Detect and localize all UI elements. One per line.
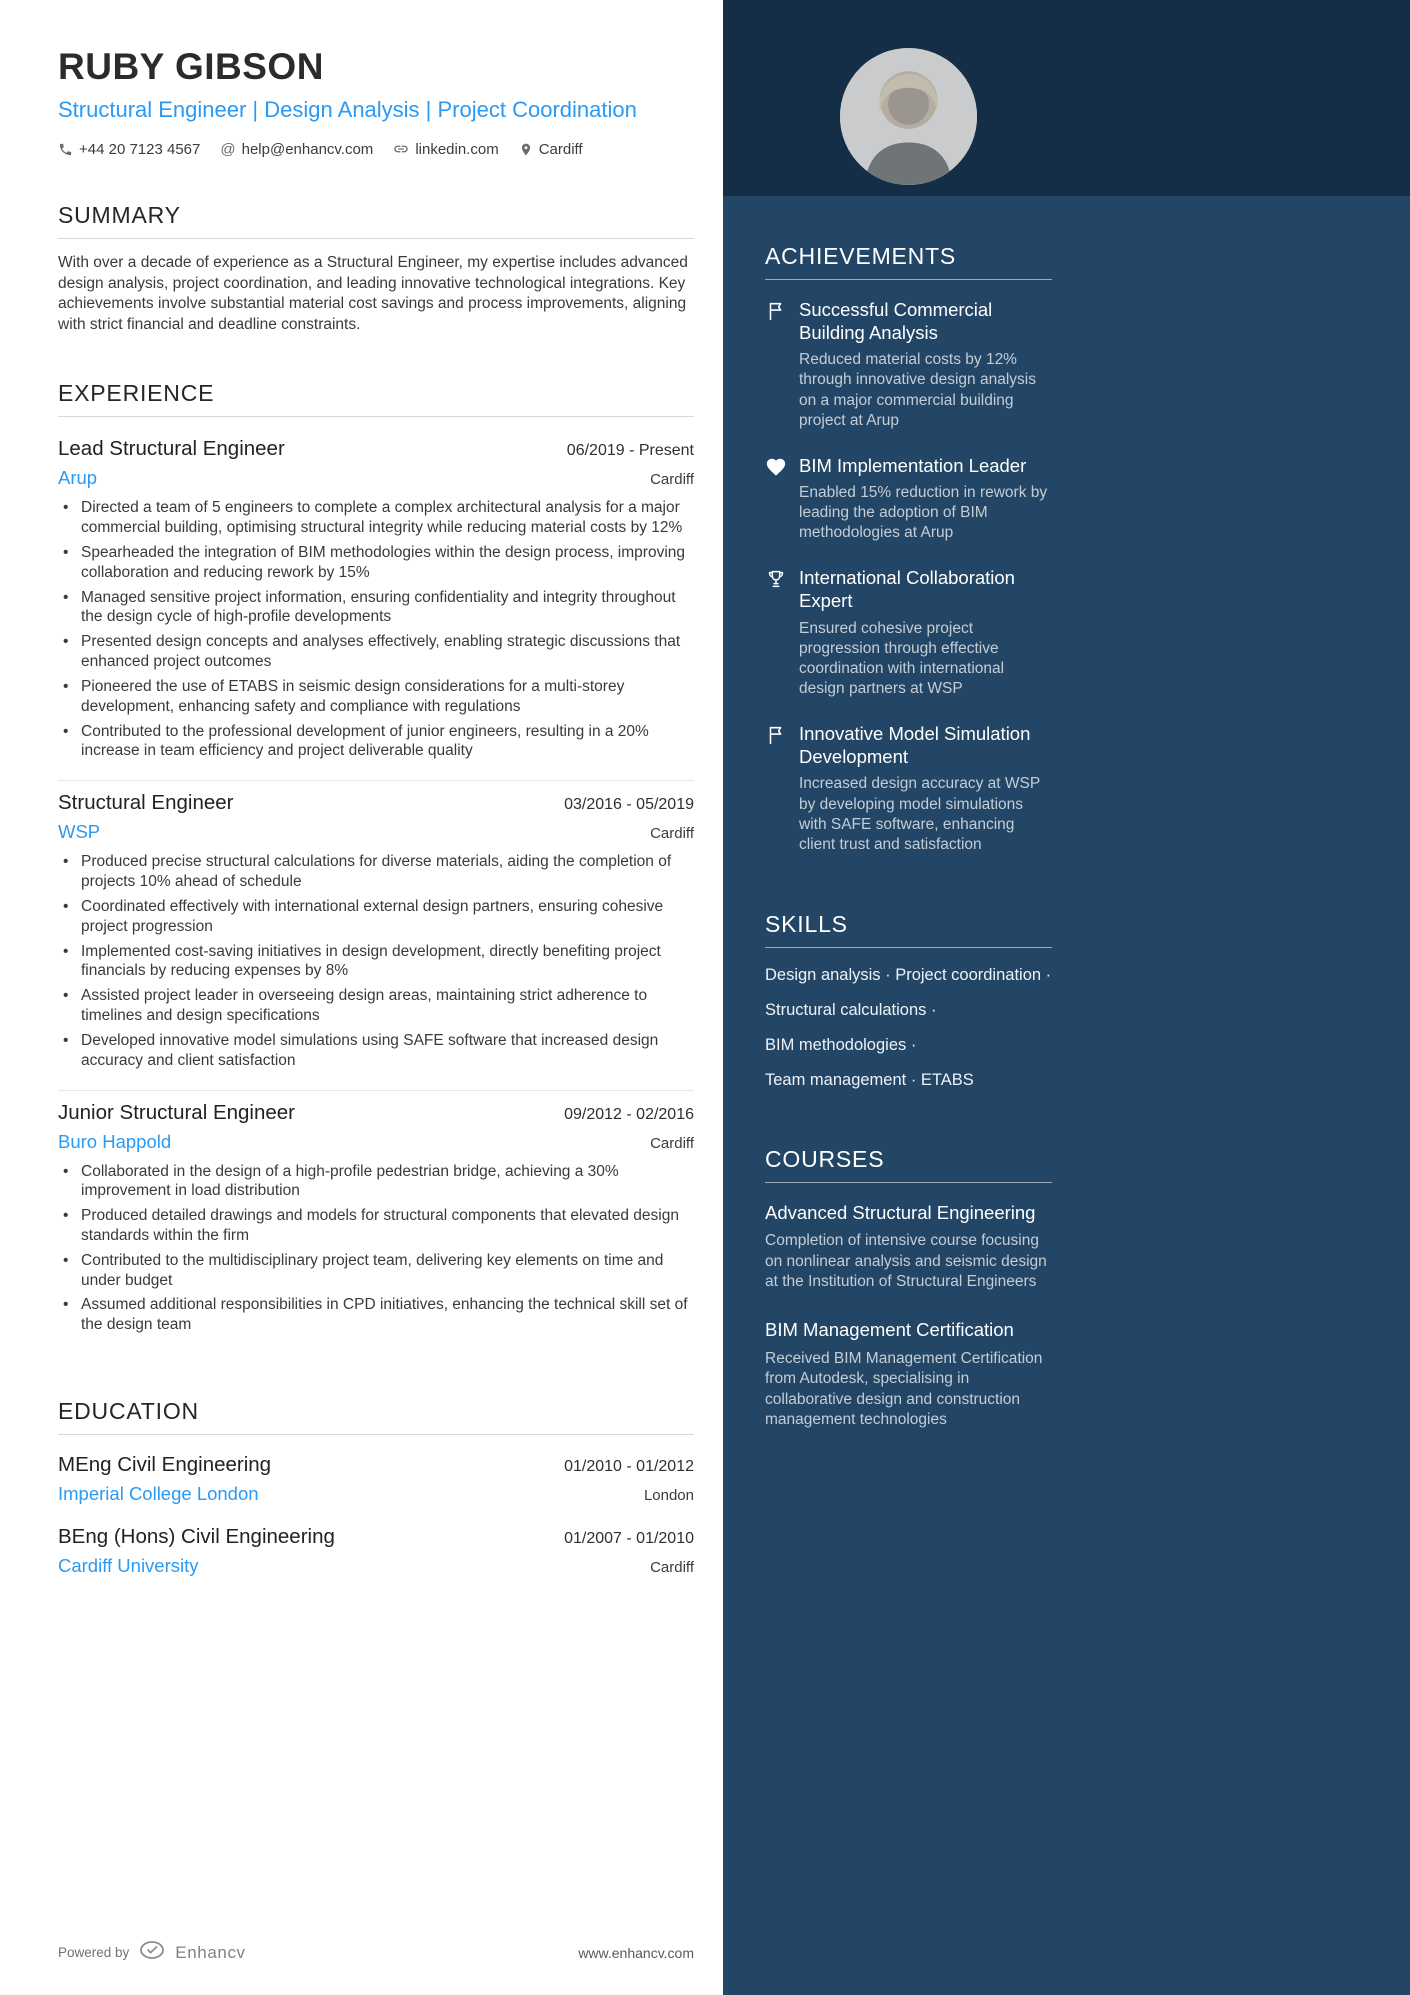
- footer-branding: [58, 1940, 246, 1965]
- bullet-list: [58, 498, 694, 761]
- degree-title: BEng (Hons) Civil Engineering: [58, 1525, 335, 1549]
- location-text: Cardiff: [538, 140, 583, 158]
- job-location: Cardiff: [650, 471, 694, 489]
- achievement-item: [765, 298, 1052, 431]
- achievement-title: Successful Commercial Building Analysis: [799, 299, 993, 344]
- bullet: • Presented design concepts and analyses effectively, enabling strategic discussions that enhanced project outcomes: [58, 632, 694, 672]
- contact-row: [58, 141, 694, 158]
- job-dates: 06/2019 - Present: [566, 442, 694, 460]
- bullet: • Coordinated effectively with international external design partners, ensuring cohesive project progression: [58, 897, 694, 937]
- bullet: • Implemented cost-saving initiatives in design development, directly benefiting project financials by reducing expenses by 8%: [58, 942, 694, 982]
- divider: [765, 279, 1052, 280]
- achievement-text: Increased design accuracy at WSP by developing model simulations with SAFE software, enhancing client trust and satisfaction: [799, 775, 1040, 853]
- bullet: • Produced detailed drawings and models for structural components that elevated design standards within the firm: [58, 1206, 694, 1246]
- education-entry: [58, 1445, 694, 1517]
- achievement-item: [765, 722, 1052, 855]
- bullet: • Developed innovative model simulations using SAFE software that increased design accuracy and client satisfaction: [58, 1031, 694, 1071]
- achievement-text: Reduced material costs by 12% through innovative design analysis on a major commercial building project at Arup: [799, 351, 1036, 429]
- summary-section: [58, 202, 694, 337]
- location-pin-icon: [519, 142, 533, 157]
- sidebar: [723, 0, 1410, 1995]
- header: [58, 46, 694, 158]
- enhancv-wordmark: Enhancv: [175, 1942, 246, 1962]
- phone-contact[interactable]: [58, 141, 200, 158]
- company-link[interactable]: Arup: [58, 467, 98, 489]
- bullet: • Directed a team of 5 engineers to complete a complex architectural analysis for a major commercial building, optimising structural integrity while reducing material costs by 12%: [58, 498, 694, 538]
- heart-icon: [765, 454, 789, 544]
- company-link[interactable]: WSP: [58, 821, 101, 843]
- job-role: Structural Engineer: [58, 791, 234, 815]
- experience-heading: EXPERIENCE: [58, 380, 215, 407]
- skill-item: Team management · ETABS: [765, 1070, 974, 1089]
- course-title: Advanced Structural Engineering: [765, 1201, 1036, 1223]
- bullet: • Collaborated in the design of a high-profile pedestrian bridge, achieving a 30% improvement in load distribution: [58, 1162, 694, 1202]
- skills-section: [765, 911, 1052, 1090]
- flag-icon: [765, 722, 789, 855]
- school-link[interactable]: Cardiff University: [58, 1555, 199, 1577]
- achievement-title: BIM Implementation Leader: [799, 454, 1027, 476]
- achievement-title: Innovative Model Simulation Development: [799, 723, 1031, 768]
- achievement-text: Enabled 15% reduction in rework by leading the adoption of BIM methodologies at Arup: [799, 483, 1048, 542]
- link-icon: [393, 141, 409, 157]
- experience-section: [58, 380, 694, 1354]
- email-icon: @: [220, 140, 236, 158]
- skills-heading: SKILLS: [765, 910, 848, 937]
- bullet: • Contributed to the multidisciplinary project team, delivering key elements on time and under budget: [58, 1251, 694, 1291]
- course-title: BIM Management Certification: [765, 1319, 1014, 1341]
- course-text: Received BIM Management Certification from Autodesk, specialising in collaborative design and construction management technologies: [765, 1349, 1043, 1428]
- course-text: Completion of intensive course focusing on nonlinear analysis and seismic design at the Institution of Structural Engineers: [765, 1232, 1047, 1291]
- phone-text: +44 20 7123 4567: [79, 140, 201, 158]
- degree-location: London: [643, 1487, 694, 1505]
- headline-title: Structural Engineer | Design Analysis | Project Coordination: [58, 97, 637, 122]
- divider: [58, 1434, 694, 1435]
- footer: [58, 1910, 694, 1965]
- bullet-list: [58, 1162, 694, 1336]
- education-section: [58, 1398, 694, 1589]
- bullet: • Managed sensitive project information, ensuring confidentiality and integrity throughout the design cycle of high-profile developments: [58, 588, 694, 628]
- job-dates: 03/2016 - 05/2019: [564, 796, 694, 814]
- avatar: [840, 48, 977, 185]
- skill-item: Design analysis · Project coordination ·: [765, 965, 1052, 984]
- bullet: • Pioneered the use of ETABS in seismic design considerations for a multi-storey development, enhancing safety and compliance with regulations: [58, 677, 694, 717]
- email-text: help@enhancv.com: [241, 140, 374, 158]
- job-entry: [58, 427, 694, 781]
- skill-item: Structural calculations ·: [765, 1000, 937, 1019]
- location-contact: [519, 141, 583, 158]
- trophy-icon: [765, 566, 789, 699]
- bullet: • Assisted project leader in overseeing design areas, maintaining strict adherence to timelines and design specifications: [58, 986, 694, 1026]
- bullet: • Spearheaded the integration of BIM methodologies within the design process, improving collaboration and reducing rework by 15%: [58, 543, 694, 583]
- divider: [58, 238, 694, 239]
- achievement-title: International Collaboration Expert: [799, 567, 1015, 612]
- school-link[interactable]: Imperial College London: [58, 1483, 259, 1505]
- degree-title: MEng Civil Engineering: [58, 1453, 272, 1477]
- divider: [765, 1182, 1052, 1183]
- achievement-text: Ensured cohesive project progression through effective coordination with international design partners at WSP: [799, 619, 1005, 698]
- enhancv-url-link[interactable]: www.enhancv.com: [578, 1944, 694, 1961]
- bullet: • Contributed to the professional development of junior engineers, resulting in a 20% increase in team efficiency and project deliverable quality: [58, 722, 694, 762]
- company-link[interactable]: Buro Happold: [58, 1130, 172, 1152]
- email-contact[interactable]: [220, 141, 373, 158]
- courses-section: [765, 1146, 1052, 1430]
- linkedin-text: linkedin.com: [415, 140, 499, 158]
- job-location: Cardiff: [650, 1134, 694, 1152]
- course-item: [765, 1201, 1052, 1292]
- degree-dates: 01/2010 - 01/2012: [564, 1458, 694, 1476]
- enhancv-logo-icon: [139, 1940, 165, 1965]
- achievements-section: [765, 243, 1052, 855]
- skill-item: BIM methodologies ·: [765, 1035, 917, 1054]
- course-item: [765, 1318, 1052, 1430]
- job-role: Junior Structural Engineer: [58, 1100, 296, 1124]
- bullet: • Assumed additional responsibilities in CPD initiatives, enhancing the technical skill set of the design team: [58, 1295, 694, 1335]
- degree-dates: 01/2007 - 01/2010: [564, 1530, 694, 1548]
- education-entry: [58, 1517, 694, 1589]
- divider: [58, 416, 694, 417]
- job-location: Cardiff: [650, 825, 694, 843]
- bullet: • Produced precise structural calculations for diverse materials, aiding the completion of projects 10% ahead of schedule: [58, 852, 694, 892]
- sidebar-content: [765, 48, 1052, 1516]
- bullet-list: [58, 852, 694, 1070]
- flag-icon: [765, 298, 789, 431]
- summary-text: With over a decade of experience as a Structural Engineer, my expertise includes advanced design analysis, project coordination, and leading innovative technological integrations. Key achievements involve substantial material cost savings and process improvements, aligning with strict financial and deadline constraints.: [58, 253, 688, 334]
- achievement-item: [765, 566, 1052, 699]
- job-entry: [58, 781, 694, 1090]
- summary-heading: SUMMARY: [58, 201, 181, 228]
- education-heading: EDUCATION: [58, 1398, 199, 1425]
- achievement-item: [765, 454, 1052, 544]
- linkedin-contact[interactable]: [393, 141, 498, 158]
- phone-icon: [58, 142, 73, 157]
- job-role: Lead Structural Engineer: [58, 437, 285, 461]
- divider: [765, 947, 1052, 948]
- person-name: RUBY GIBSON: [58, 46, 324, 87]
- courses-heading: COURSES: [765, 1145, 885, 1172]
- degree-location: Cardiff: [650, 1559, 694, 1577]
- job-entry: [58, 1091, 694, 1355]
- powered-by-label: Powered by: [58, 1945, 130, 1960]
- achievements-heading: ACHIEVEMENTS: [765, 243, 957, 269]
- job-dates: 09/2012 - 02/2016: [564, 1105, 694, 1123]
